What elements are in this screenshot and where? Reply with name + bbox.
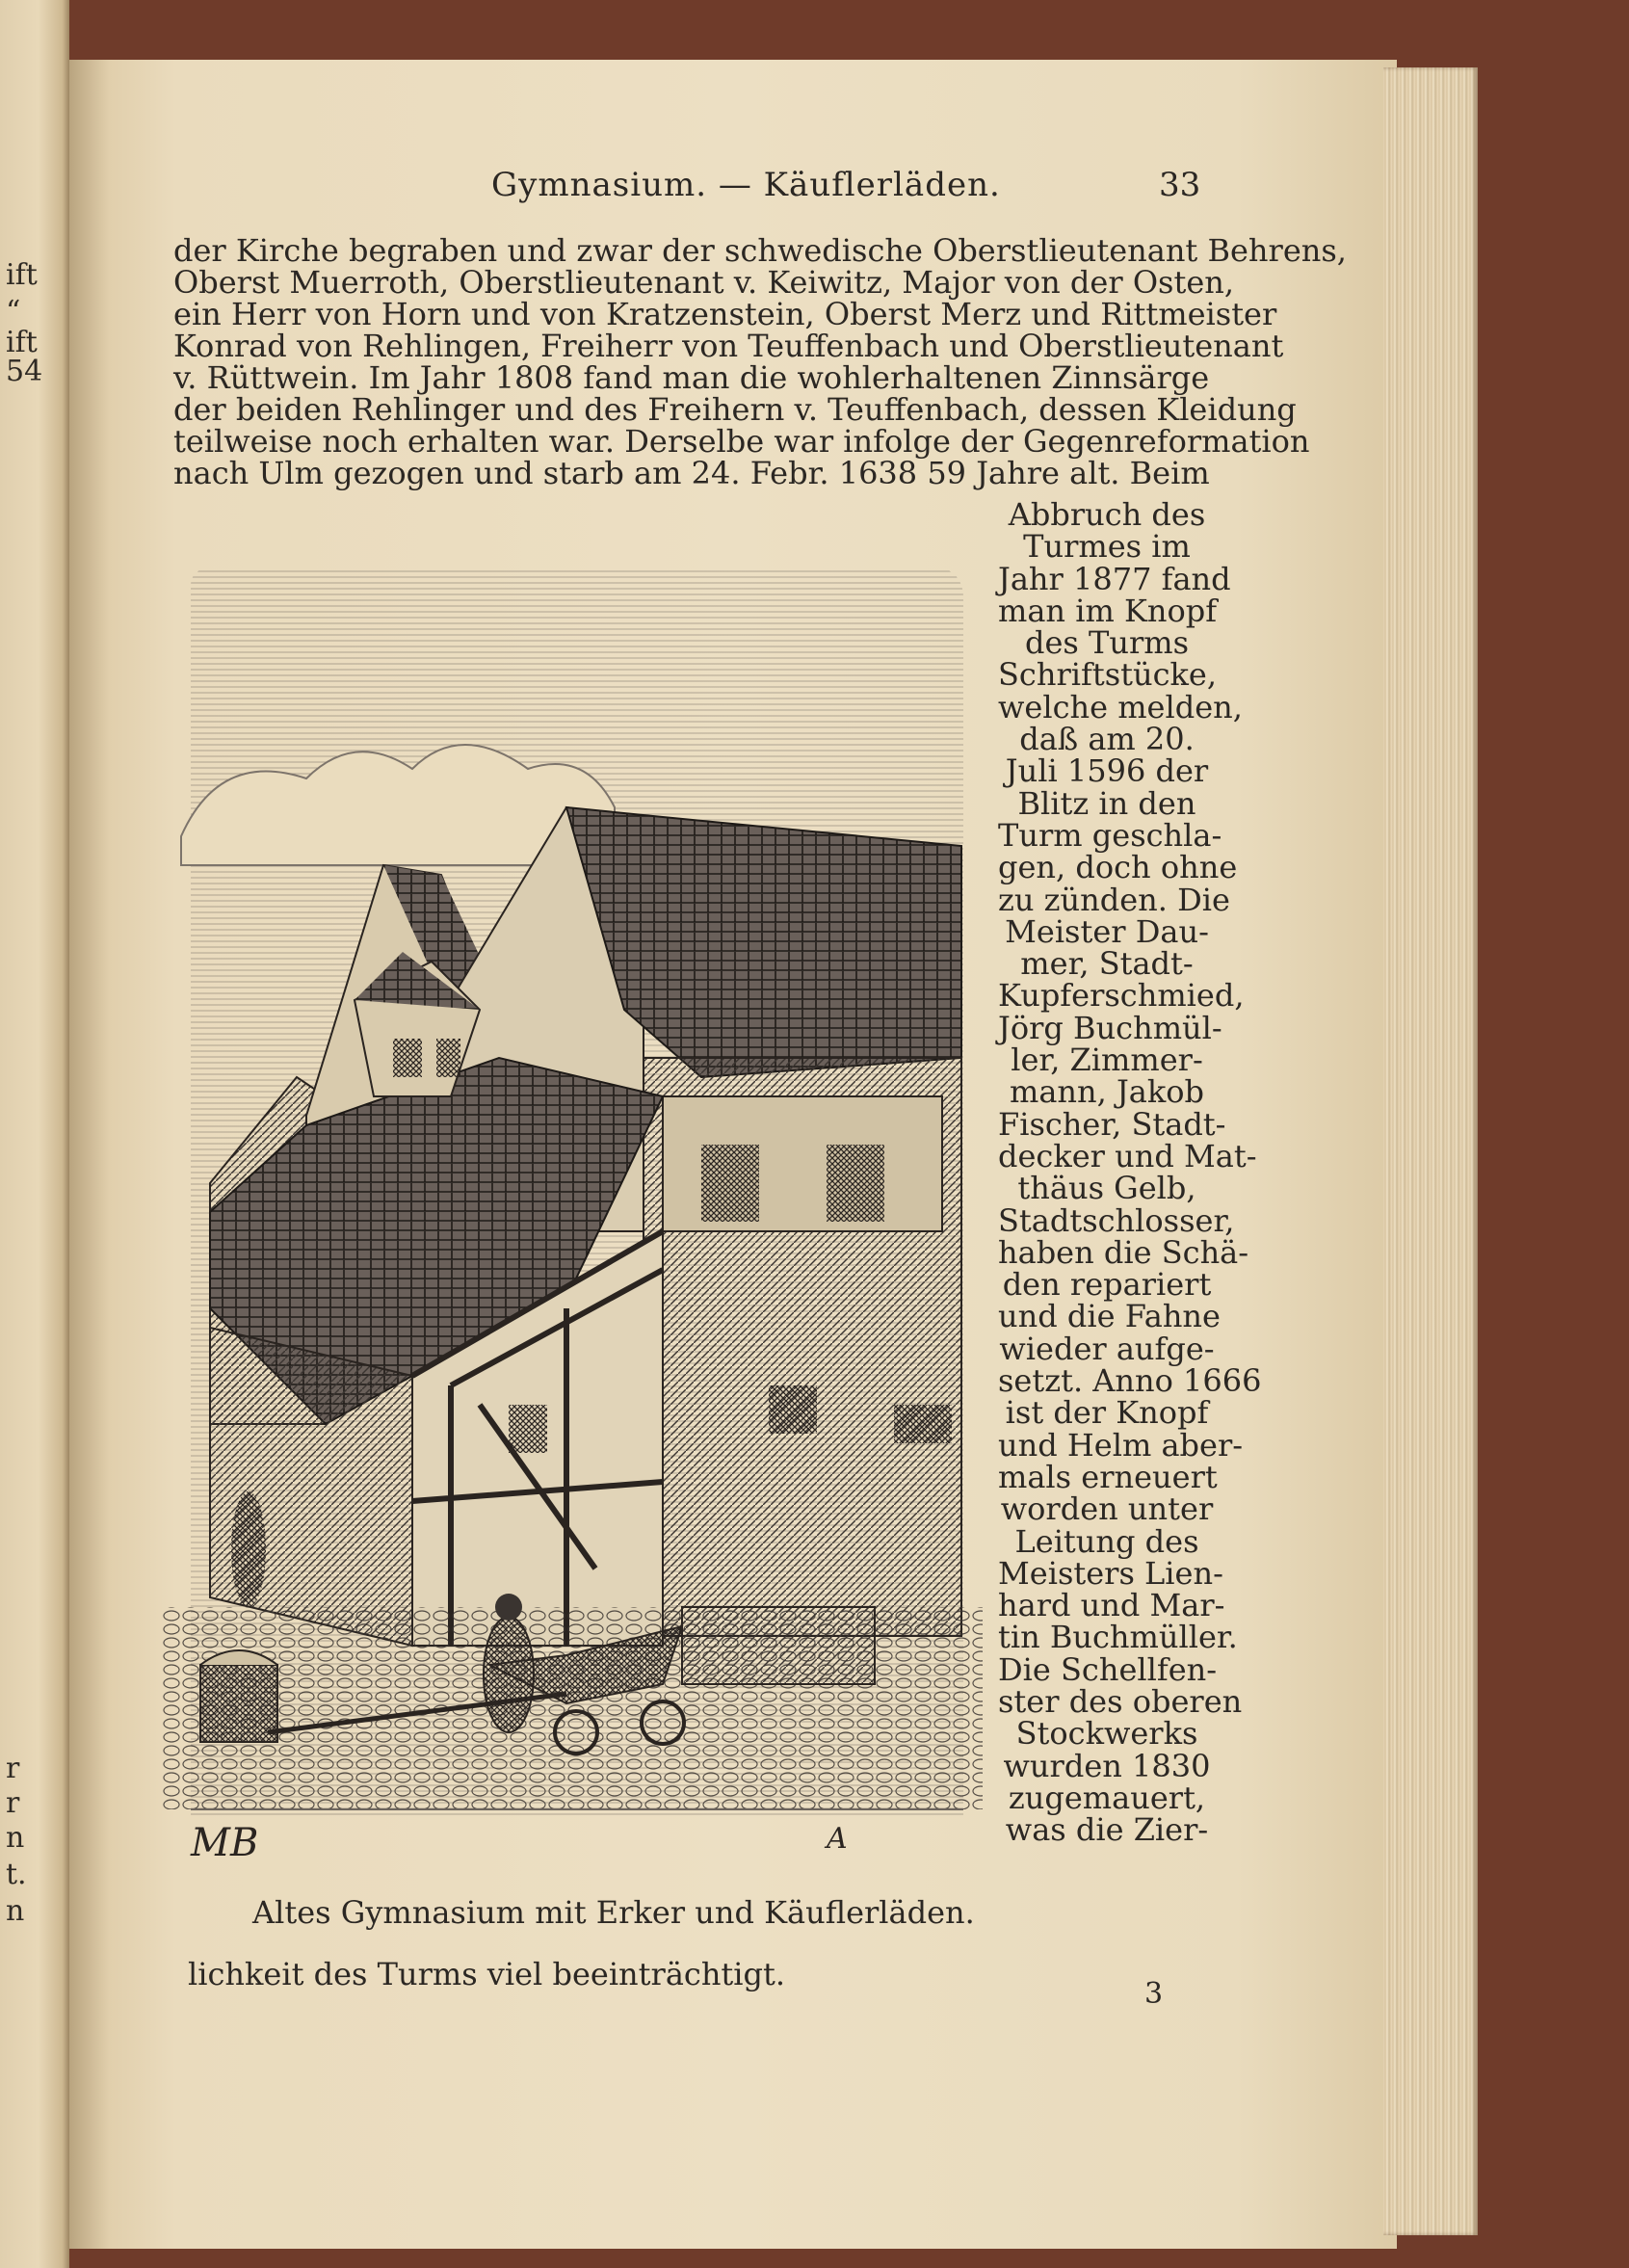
- column-line: Meister Dau-: [1005, 912, 1209, 950]
- body-paragraph: [173, 232, 1347, 491]
- engraving-figure: [162, 557, 983, 1859]
- left-page-fragment: r: [6, 1752, 20, 1785]
- column-line: was die Zier-: [1005, 1811, 1209, 1849]
- column-line: ist der Knopf: [1005, 1394, 1209, 1432]
- artist-monogram: MB: [191, 1821, 259, 1859]
- text-line: der Kirche begraben und zwar der schwedische Oberstlieutenant Behrens,: [173, 232, 1347, 269]
- column-line: welche melden,: [998, 688, 1243, 725]
- text-line: v. Rüttwein. Im Jahr 1808 fand man die wohlerhaltenen Zinnsärge: [173, 359, 1210, 396]
- left-page-fragment: “: [6, 295, 21, 329]
- column-line: mer, Stadt-: [1020, 945, 1194, 983]
- column-line: gen, doch ohne: [998, 849, 1238, 886]
- text-line: Konrad von Rehlingen, Freiherr von Teuffenbach und Oberstlieutenant: [173, 328, 1284, 364]
- left-page-fragment: t.: [6, 1858, 27, 1891]
- column-line: man im Knopf: [998, 592, 1218, 629]
- column-line: ler, Zimmer-: [1011, 1042, 1203, 1079]
- column-line: Leitung des: [1014, 1522, 1199, 1560]
- previous-page-edge: [0, 0, 69, 2268]
- column-line: Schriftstücke,: [998, 656, 1217, 694]
- column-line: setzt. Anno 1666: [998, 1362, 1262, 1400]
- column-line: Blitz in den: [1017, 784, 1196, 822]
- text-line: ein Herr von Horn und von Kratzenstein, Oberst Merz und Rittmeister: [173, 296, 1277, 332]
- text-line: der beiden Rehlinger und des Freihern v. Teuffenbach, dessen Kleidung: [173, 391, 1297, 428]
- column-line: zugemauert,: [1008, 1779, 1206, 1816]
- column-line: tin Buchmüller.: [998, 1619, 1238, 1656]
- body-last-line: lichkeit des Turms viel beeinträchtigt.: [188, 1956, 786, 1992]
- running-title: Gymnasium. — Käuflerläden.: [491, 166, 1001, 204]
- column-line: Turmes im: [1023, 528, 1191, 566]
- page-number: 33: [1159, 166, 1201, 204]
- column-line: wieder aufge-: [999, 1330, 1215, 1367]
- column-line: und Helm aber-: [998, 1426, 1244, 1464]
- column-line: zu zünden. Die: [998, 881, 1230, 918]
- column-line: hard und Mar-: [998, 1587, 1225, 1624]
- left-page-fragment: r: [6, 1786, 20, 1820]
- left-page-fragment: ift: [6, 258, 38, 292]
- figure-caption: Altes Gymnasium mit Erker und Käuflerläden.: [252, 1894, 975, 1931]
- column-line: den repariert: [1002, 1266, 1212, 1304]
- left-page-fragment: ift: [6, 326, 38, 359]
- column-line: thäus Gelb,: [1017, 1170, 1196, 1207]
- column-line: daß am 20.: [1019, 721, 1195, 758]
- engraver-mark: A: [827, 1822, 848, 1856]
- engraving-illustration: [162, 557, 983, 1859]
- column-line: Die Schellfen-: [998, 1650, 1218, 1688]
- side-column-text: [998, 496, 1262, 1849]
- column-line: haben die Schä-: [998, 1233, 1249, 1271]
- column-line: Meisters Lien-: [998, 1554, 1223, 1592]
- text-line: teilweise noch erhalten war. Derselbe war infolge der Gegenreformation: [173, 423, 1310, 460]
- column-line: mals erneuert: [998, 1458, 1218, 1495]
- column-line: Juli 1596 der: [1005, 752, 1209, 790]
- left-page-fragment: n: [6, 1821, 25, 1855]
- column-line: Turm geschla-: [998, 816, 1222, 854]
- column-line: worden unter: [1000, 1490, 1214, 1528]
- left-page-fragment: n: [6, 1894, 25, 1928]
- column-line: Fischer, Stadt-: [998, 1105, 1226, 1143]
- column-line: und die Fahne: [998, 1298, 1221, 1335]
- column-line: Kupferschmied,: [998, 977, 1245, 1015]
- column-line: ster des oberen: [998, 1682, 1243, 1720]
- column-line: Abbruch des: [1008, 496, 1206, 533]
- text-line: nach Ulm gezogen und starb am 24. Febr. 1638 59 Jahre alt. Beim: [173, 455, 1210, 491]
- column-line: mann, Jakob: [1009, 1073, 1205, 1111]
- column-line: decker und Mat-: [998, 1137, 1257, 1174]
- column-line: des Turms: [1024, 624, 1190, 662]
- column-line: wurden 1830: [1003, 1747, 1211, 1784]
- text-line: Oberst Muerroth, Oberstlieutenant v. Keiwitz, Major von der Osten,: [173, 264, 1235, 301]
- column-line: Jörg Buchmül-: [998, 1009, 1222, 1046]
- column-line: Stockwerks: [1015, 1715, 1198, 1753]
- signature-mark: 3: [1144, 1977, 1164, 2011]
- page-edges: [1383, 67, 1478, 2235]
- page-header: [0, 166, 1629, 214]
- column-line: Stadtschlosser,: [998, 1201, 1235, 1239]
- column-line: Jahr 1877 fand: [998, 560, 1231, 597]
- left-page-fragment: 54: [6, 355, 43, 388]
